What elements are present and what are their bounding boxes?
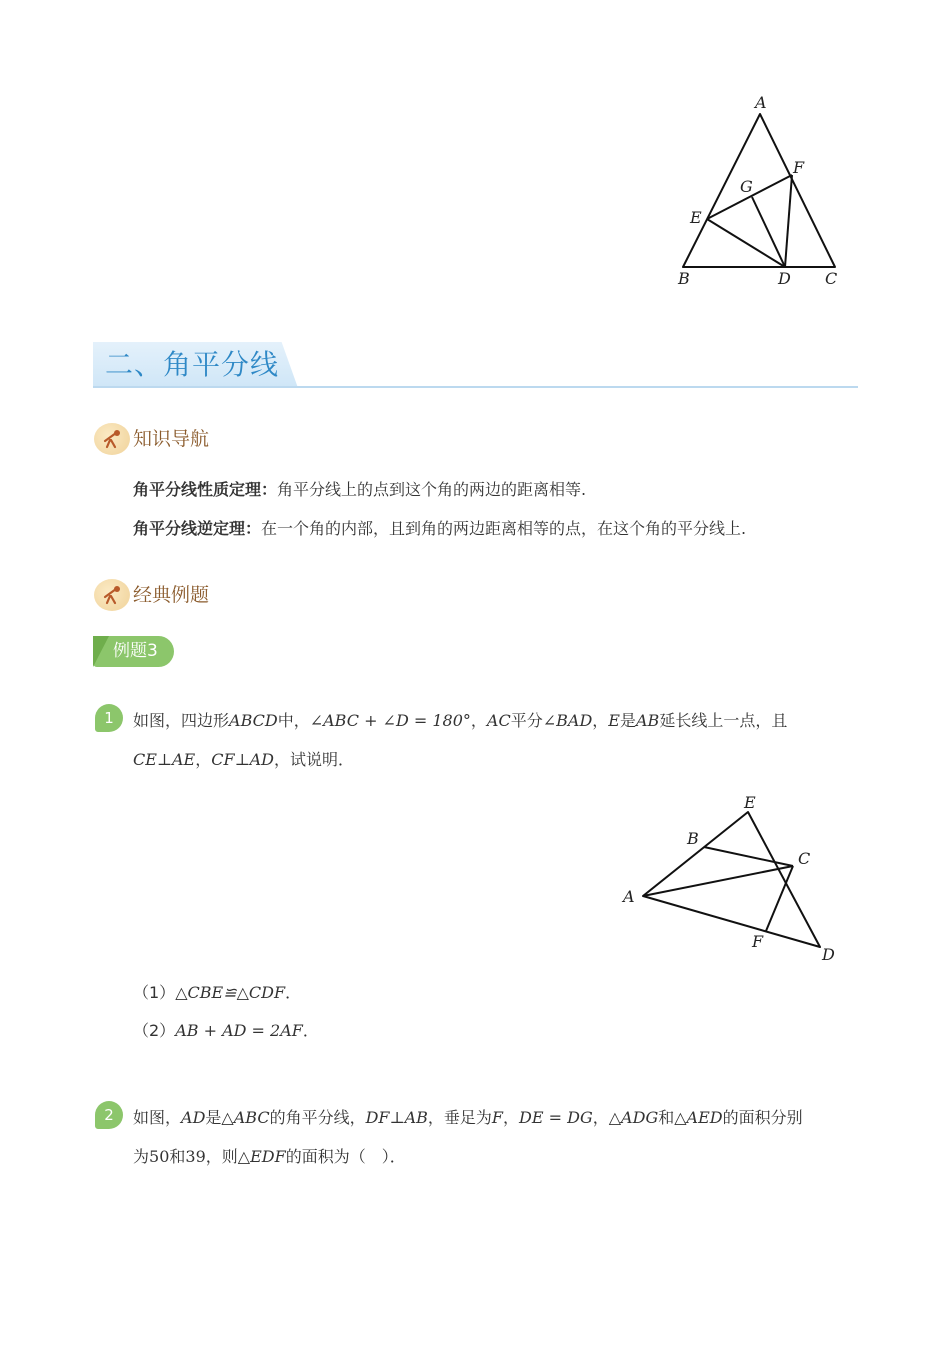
label-point-c: C (825, 269, 838, 288)
math: DE = DG (519, 1108, 593, 1127)
triangle-abc (683, 114, 835, 267)
example-tag-label: 例题3 (113, 641, 158, 661)
text: ，试说明． (274, 750, 355, 769)
text: 和 (658, 1108, 675, 1127)
text: ， (592, 711, 609, 730)
label-point-d: D (778, 269, 791, 288)
text: ， (592, 1108, 609, 1127)
nav-examples-label: 经典例题 (133, 584, 210, 606)
math: F (491, 1108, 504, 1127)
math: △CBE≌△CDF (175, 983, 286, 1002)
text: 是 (619, 711, 636, 730)
label-point-f: F (752, 932, 764, 951)
theorem-property (133, 479, 586, 501)
label-point-f: F (793, 158, 805, 177)
math: E (608, 711, 620, 730)
text: 平分 (510, 711, 543, 730)
problem-1-sub-1 (133, 982, 301, 1004)
math: ∠ABC + ∠D = 180° (309, 711, 471, 730)
label-point-a: A (623, 887, 635, 906)
math: AB + AD = 2AF (175, 1021, 303, 1040)
label-point-c: C (798, 849, 811, 868)
problem-1-number: 1 (95, 704, 123, 732)
math: CF⊥AD (211, 750, 274, 769)
figure-quadrilateral-abcd (615, 790, 845, 970)
section-header-underline (93, 386, 858, 388)
problem-1-line-2 (133, 749, 354, 771)
text: ， (195, 750, 212, 769)
math: 50 (149, 1147, 170, 1166)
math: △ABC (221, 1108, 270, 1127)
label-point-d: D (822, 945, 835, 964)
text: 和 (169, 1147, 186, 1166)
problem-2-line-2 (133, 1146, 406, 1168)
label-point-e: E (690, 208, 702, 227)
math: △EDF (237, 1147, 286, 1166)
math: △AED (674, 1108, 723, 1127)
triangle-aed (643, 812, 820, 947)
text: ， (503, 1108, 520, 1127)
problem-1-line-1 (133, 710, 787, 732)
text: 的角平分线， (269, 1108, 366, 1127)
text: （2） (133, 1021, 176, 1040)
problem-2-line-1 (133, 1107, 803, 1129)
segment-df (785, 175, 792, 267)
text: 的面积为（ ）． (285, 1147, 406, 1166)
telescope-icon (94, 423, 130, 455)
problem-2-number: 2 (95, 1101, 123, 1129)
segment-ac (643, 866, 793, 896)
math: DF⊥AB (365, 1108, 428, 1127)
theorem-converse-text: 在一个角的内部，且到角的两边距离相等的点，在这个角的平分线上. (261, 519, 747, 538)
label-point-g: G (740, 177, 753, 196)
text: ． (302, 1021, 319, 1040)
theorem-converse-name: 角平分线逆定理： (133, 519, 262, 538)
example-tag (93, 636, 174, 667)
label-point-e: E (744, 793, 756, 812)
text: ， (470, 711, 487, 730)
math: AB (636, 711, 660, 730)
math: AC (486, 711, 511, 730)
telescope-icon (94, 579, 130, 611)
math: AD (181, 1108, 206, 1127)
text: ，垂足为 (427, 1108, 492, 1127)
segment-cf (766, 866, 793, 931)
math: CE⊥AE (133, 750, 196, 769)
segment-bc (704, 847, 793, 866)
figure-triangle-abc-1 (670, 90, 850, 290)
text: ，则 (205, 1147, 238, 1166)
text: 为 (133, 1147, 150, 1166)
label-point-b: B (678, 269, 690, 288)
text: ． (285, 983, 302, 1002)
text: 的面积分别 (722, 1108, 803, 1127)
theorem-converse (133, 518, 746, 540)
math: ∠BAD (542, 711, 593, 730)
problem-1-sub-2 (133, 1020, 319, 1042)
math: ABCD (229, 711, 278, 730)
text: 延长线上一点，且 (659, 711, 788, 730)
text: （1） (133, 983, 176, 1002)
theorem-property-text: 角平分线上的点到这个角的两边的距离相等. (277, 480, 587, 499)
theorem-property-name: 角平分线性质定理： (133, 480, 278, 499)
text: 中， (277, 711, 310, 730)
text: 如图，四边形 (133, 711, 230, 730)
math: 39 (185, 1147, 206, 1166)
label-point-b: B (687, 829, 699, 848)
math: △ADG (608, 1108, 659, 1127)
section-title: 二、角平分线 (105, 348, 280, 381)
nav-knowledge-label: 知识导航 (133, 428, 210, 450)
text: 如图， (133, 1108, 182, 1127)
label-point-a: A (755, 93, 767, 112)
text: 是 (205, 1108, 222, 1127)
